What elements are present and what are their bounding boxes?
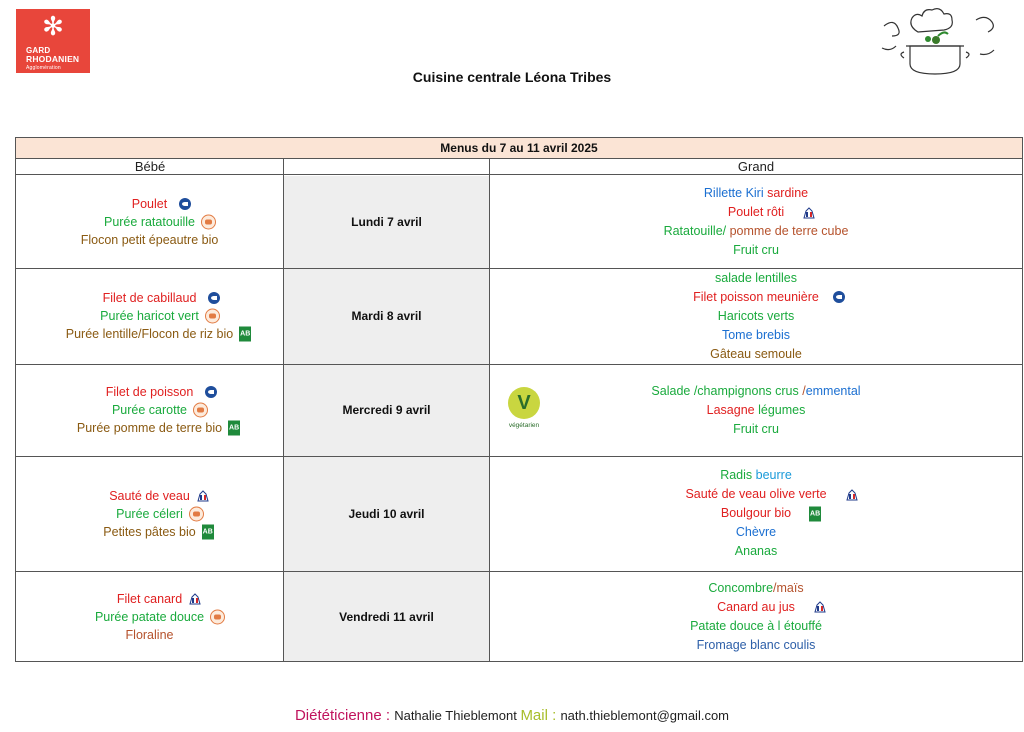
- french-origin-icon: [196, 490, 210, 502]
- logo-line-2: RHODANIEN: [26, 54, 80, 64]
- bio-icon: AB: [809, 506, 821, 521]
- homemade-icon: [189, 506, 204, 521]
- grand-menu-segment: Fruit cru: [733, 421, 779, 436]
- grand-menu-cell: [490, 268, 1022, 364]
- bebe-menu-item: Sauté de veau: [109, 487, 190, 505]
- vegetarian-icon: V: [508, 387, 540, 419]
- grand-menu-segment: Patate douce à l étouffé: [690, 618, 822, 633]
- dietitian-email: nath.thieblemont@gmail.com: [560, 708, 730, 723]
- column-divider: [283, 159, 284, 661]
- french-origin-icon: [188, 593, 202, 605]
- day-label: Mardi 8 avril: [351, 309, 422, 323]
- grand-menu-item: [685, 485, 826, 504]
- grand-menu-segment: Fruit cru: [733, 243, 779, 257]
- grand-menu-segment: Ananas: [734, 544, 778, 558]
- bebe-menu-item: Filet canard: [117, 590, 182, 608]
- dietitian-label: Diététicienne :: [294, 707, 395, 724]
- day-row: [16, 456, 1022, 572]
- grand-menu-item: [735, 542, 777, 561]
- grand-menu-segment: sardine: [767, 186, 809, 200]
- fish-label-icon: [833, 291, 845, 303]
- bio-icon: AB: [239, 327, 251, 342]
- vegetarian-badge: [506, 387, 542, 437]
- bebe-menu-item: Floraline: [125, 627, 174, 642]
- dietitian-name: Nathalie Thieblemont: [394, 708, 521, 723]
- day-label: Jeudi 10 avril: [348, 506, 425, 521]
- grand-menu-item: [697, 636, 816, 655]
- mail-label: Mail :: [520, 707, 561, 724]
- bio-icon: AB: [202, 524, 214, 539]
- vegetarian-label: végétarien: [508, 422, 540, 429]
- grand-menu-segment: Sauté de veau olive verte: [685, 487, 827, 501]
- bebe-menu-item: Purée pomme de terre bio AB: [76, 421, 240, 435]
- grand-menu-item: [718, 307, 794, 326]
- footer-contact: [0, 707, 1024, 724]
- grand-menu-item: [720, 504, 821, 523]
- bebe-menu-item: Purée ratatouille: [104, 213, 195, 231]
- logo-line-3: Agglomération: [26, 65, 61, 71]
- table-header-week: Menus du 7 au 11 avril 2025: [16, 138, 1022, 159]
- grand-menu-item: [720, 466, 792, 485]
- grand-menu-item: [722, 326, 790, 345]
- grand-menu-segment: salade lentilles: [715, 270, 797, 285]
- homemade-icon: [193, 403, 208, 418]
- bebe-menu-item: Poulet: [132, 195, 167, 213]
- bebe-menu-item: Purée céleri: [116, 505, 183, 523]
- grand-menu-item: [717, 598, 795, 617]
- grand-menu-item: [693, 288, 819, 307]
- french-origin-icon: [802, 207, 816, 219]
- french-origin-icon: [845, 489, 859, 501]
- grand-menu-segment: Filet poisson meunière: [693, 289, 819, 304]
- grand-menu-cell: [490, 456, 1022, 571]
- grand-menu-item: [651, 382, 860, 401]
- grand-menu-segment: beurre: [755, 468, 792, 482]
- grand-menu-cell: [490, 176, 1022, 268]
- grand-menu-item: [664, 222, 849, 241]
- french-origin-icon: [813, 601, 827, 613]
- logo-symbol-icon: ✻: [42, 11, 64, 41]
- grand-menu-item: [704, 184, 808, 203]
- bebe-menu-cell: [16, 268, 283, 364]
- bebe-menu-item: Purée haricot vert: [100, 307, 199, 325]
- bebe-menu-item: Purée patate douce: [95, 608, 204, 626]
- grand-menu-item: [733, 241, 779, 260]
- bebe-menu-cell: [16, 456, 283, 571]
- grand-menu-cell: [490, 571, 1022, 662]
- day-label: Lundi 7 avril: [351, 215, 422, 229]
- day-row: [16, 176, 1022, 269]
- column-header-grand: Grand: [490, 159, 1022, 175]
- grand-menu-item: [708, 579, 803, 598]
- grand-menu-segment: pomme de terre cube: [729, 224, 849, 238]
- grand-menu-segment: Ratatouille/: [663, 224, 730, 238]
- day-label: Vendredi 11 avril: [339, 609, 434, 624]
- grand-menu-item: [690, 617, 822, 636]
- grand-menu-segment: Chèvre: [735, 525, 777, 539]
- grand-menu-segment: Salade /champignons crus: [651, 383, 803, 398]
- grand-menu-segment: /maïs: [773, 580, 804, 595]
- homemade-icon: [205, 309, 220, 324]
- bebe-menu-item: Filet de poisson: [106, 383, 194, 401]
- column-header-day: [284, 159, 490, 175]
- bio-icon: AB: [228, 421, 240, 436]
- homemade-icon: [210, 609, 225, 624]
- bebe-menu-item: Flocon petit épeautre bio: [80, 233, 219, 247]
- grand-menu-item: [710, 345, 802, 364]
- grand-menu-segment: Tome brebis: [721, 327, 791, 342]
- day-row: [16, 571, 1022, 662]
- grand-menu-segment: Boulgour bio: [720, 506, 792, 520]
- grand-menu-segment: Lasagne: [706, 402, 759, 417]
- grand-menu-item: [728, 203, 784, 222]
- fish-label-icon: [208, 292, 220, 304]
- day-label: Mercredi 9 avril: [342, 403, 431, 417]
- bebe-menu-item: Purée carotte: [112, 401, 187, 419]
- bebe-menu-item: Filet de cabillaud: [103, 289, 197, 307]
- fish-label-icon: [205, 386, 217, 398]
- grand-menu-segment: Haricots verts: [717, 308, 795, 323]
- homemade-icon: [201, 215, 216, 230]
- grand-menu-segment: Gâteau semoule: [710, 346, 802, 361]
- grand-menu-item: [715, 269, 797, 288]
- column-divider: [489, 159, 490, 661]
- gard-rhodanien-logo: [16, 9, 90, 73]
- grand-menu-segment: emmental: [805, 383, 861, 398]
- column-header-bebe: Bébé: [16, 159, 284, 175]
- bebe-menu-cell: [16, 364, 283, 456]
- grand-menu-item: [733, 420, 779, 439]
- chef-cooking-pot-icon: [876, 6, 1004, 78]
- bebe-menu-item: Purée lentille/Flocon de riz bio AB: [65, 327, 251, 341]
- page-title: Cuisine centrale Léona Tribes: [412, 69, 612, 85]
- grand-menu-segment: Rillette Kiri: [703, 186, 768, 200]
- grand-menu-segment: /: [802, 383, 806, 398]
- logo-line-1: GARD: [26, 46, 51, 55]
- grand-menu-cell: [490, 364, 1022, 456]
- grand-menu-segment: Radis: [720, 468, 756, 482]
- grand-menu-segment: Canard au jus: [717, 599, 795, 614]
- fish-label-icon: [179, 198, 191, 210]
- grand-menu-segment: Poulet rôti: [727, 205, 785, 219]
- bebe-menu-item: Petites pâtes bio AB: [103, 524, 213, 539]
- bebe-menu-cell: [16, 176, 283, 268]
- grand-menu-item: [736, 523, 776, 542]
- grand-menu-segment: légumes: [758, 402, 806, 417]
- bebe-menu-cell: [16, 571, 283, 662]
- day-row: [16, 268, 1022, 365]
- grand-menu-item: [707, 401, 806, 420]
- grand-menu-segment: Concombre: [708, 580, 774, 595]
- grand-menu-segment: Fromage blanc coulis: [696, 637, 816, 652]
